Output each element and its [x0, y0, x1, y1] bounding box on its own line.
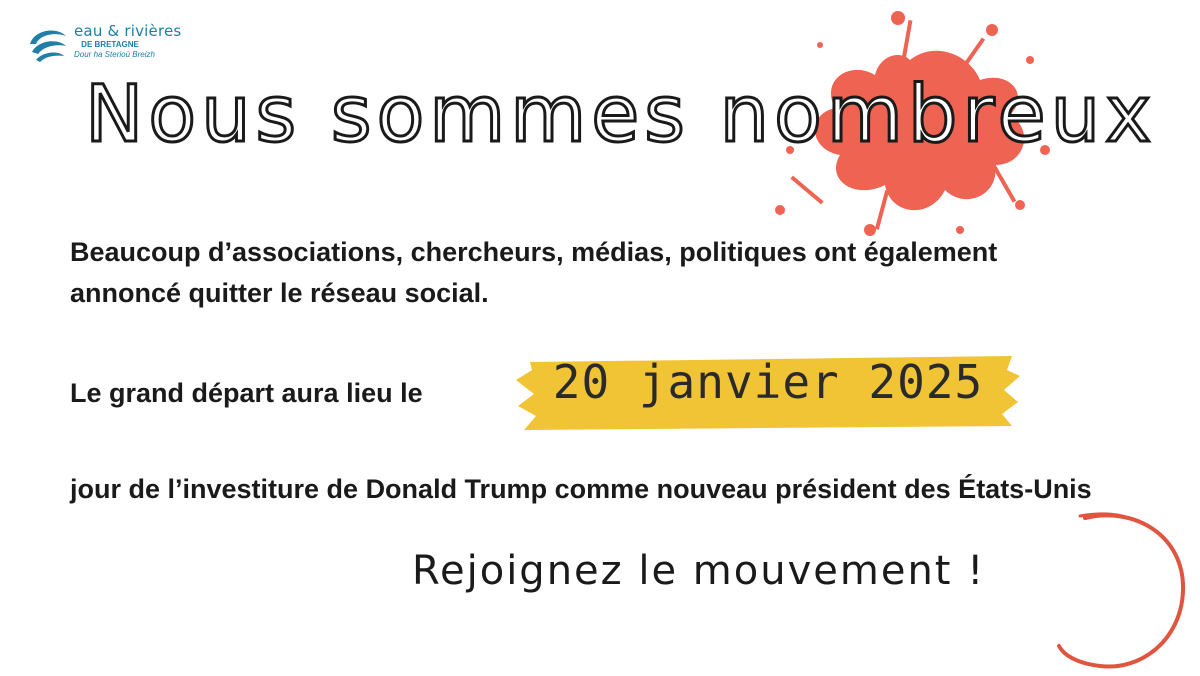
call-to-action: Rejoignez le mouvement ! [412, 548, 986, 594]
wave-logo-icon [26, 22, 70, 66]
circle-scribble-decoration [1025, 506, 1195, 676]
logo [26, 20, 186, 70]
departure-sentence: Le grand départ aura lieu le [70, 378, 423, 408]
headline: Nous sommes nombreux [85, 70, 1157, 160]
logo-tagline: Dour ha Sterioù Breizh [74, 50, 155, 59]
date-highlight: 20 janvier 2025 [552, 355, 984, 409]
intro-paragraph: Beaucoup d’associations, chercheurs, médias, politiques ont également annoncé quitter le réseau social. [70, 237, 998, 308]
logo-name: eau & rivières [74, 22, 182, 40]
logo-subtitle: DE BRETAGNE [81, 40, 139, 49]
inauguration-paragraph: jour de l’investiture de Donald Trump comme nouveau président des États-Unis [70, 474, 1092, 504]
